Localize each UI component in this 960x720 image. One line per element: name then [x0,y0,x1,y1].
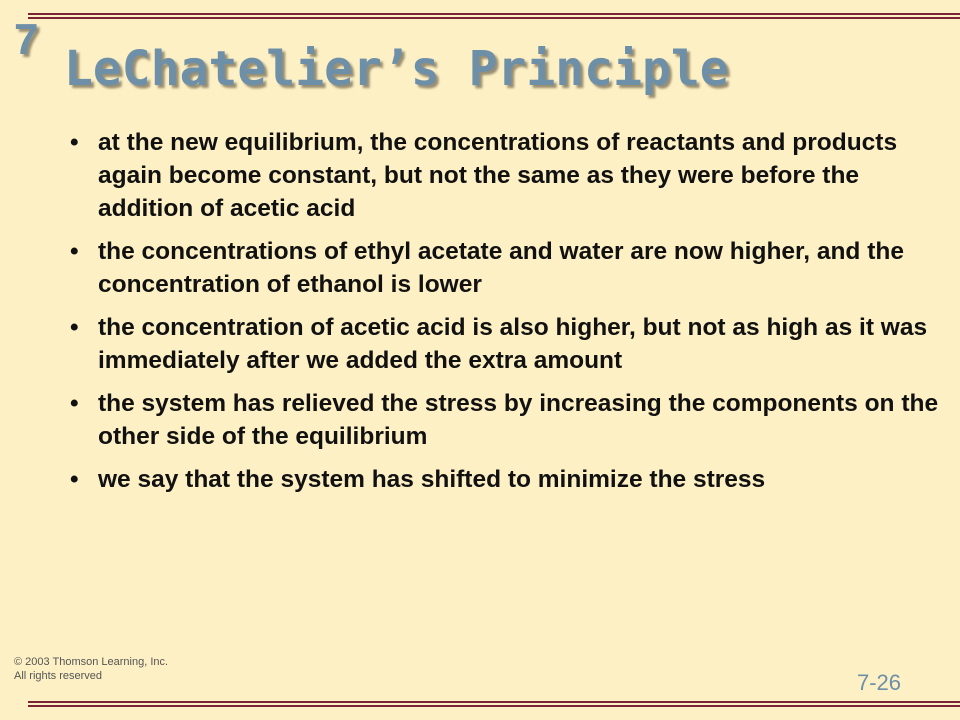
bullet-marker: • [70,129,79,156]
slide-title: LeChatelier’s Principle [64,41,729,97]
bullet-item [70,311,940,377]
bullet-item [70,126,940,225]
chapter-number: 7 [14,15,39,64]
bullet-text: the concentrations of ethyl acetate and water are now higher, and the concentration of ethanol is lower [98,238,904,298]
rights-line: All rights reserved [14,670,103,682]
page-number: 7-26 [857,670,902,695]
bullet-item [70,463,940,496]
bullet-text: at the new equilibrium, the concentrations of reactants and products again become constant, but not the same as they were before the addition of acetic acid [98,129,898,222]
bullet-marker: • [70,390,79,417]
bottom-border-rule [28,701,960,707]
bullet-text: the concentration of acetic acid is also higher, but not as high as it was immediately after we added the extra amount [98,314,928,374]
bullet-list [70,126,940,506]
bullet-marker: • [70,466,79,493]
copyright-line: © 2003 Thomson Learning, Inc. [14,656,169,668]
bullet-item [70,235,940,301]
copyright-notice [14,655,168,683]
top-border-rule [28,13,960,19]
bullet-text: the system has relieved the stress by increasing the components on the other side of the equilibrium [98,390,939,450]
bullet-marker: • [70,238,79,265]
bullet-text: we say that the system has shifted to minimize the stress [98,466,766,493]
bullet-marker: • [70,314,79,341]
bullet-item [70,387,940,453]
